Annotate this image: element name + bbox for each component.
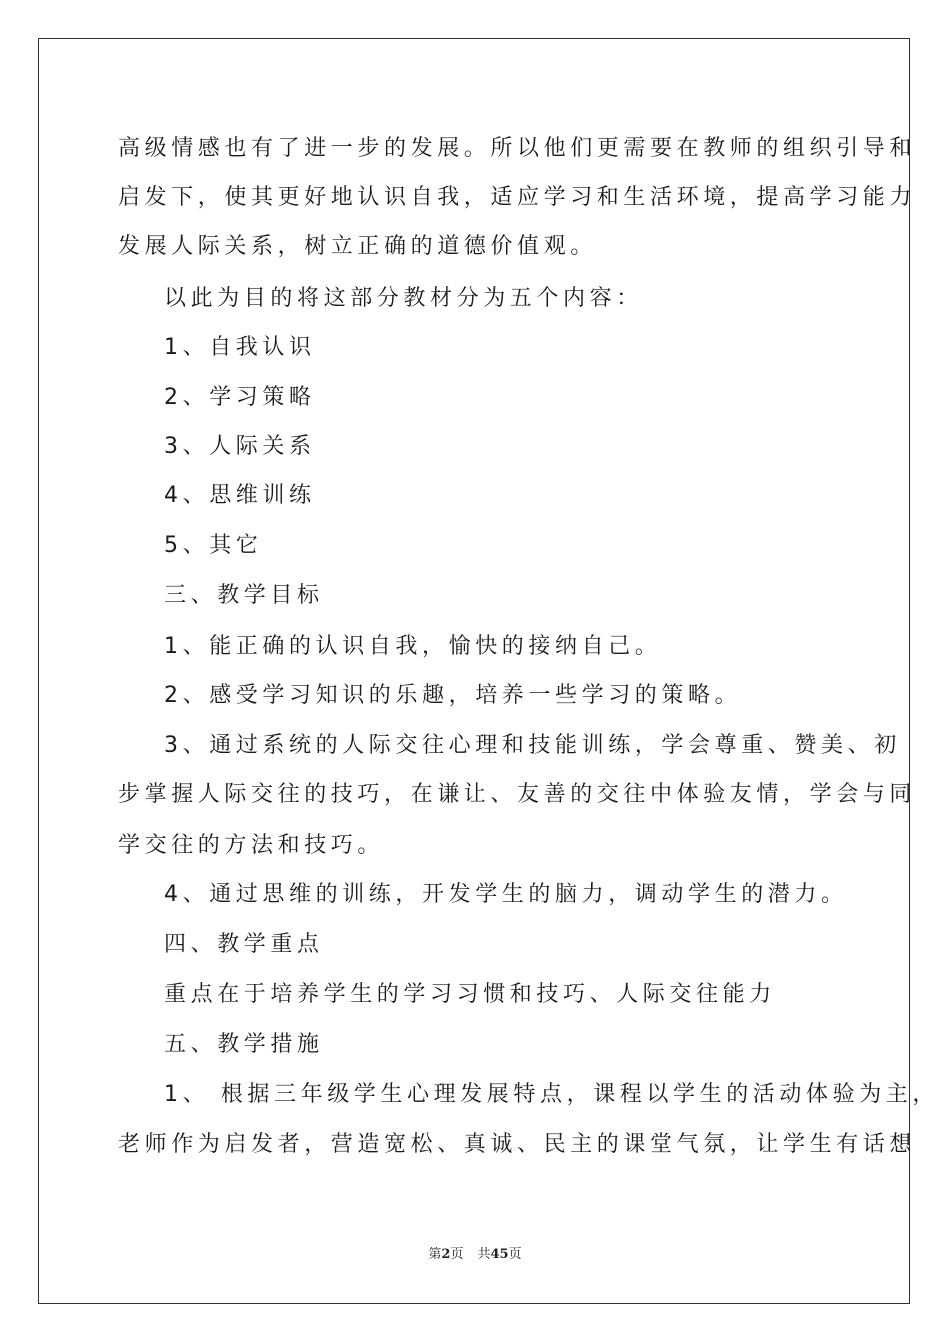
text-line: 发展人际关系，树立正确的道德价值观。 [118, 234, 597, 259]
text-line: 高级情感也有了进一步的发展。所以他们更需要在教师的组织引导和 [118, 136, 917, 161]
page-footer [0, 1246, 950, 1264]
text-line: 重点在于培养学生的学习习惯和技巧、人际交往能力 [164, 982, 776, 1007]
list-item: 3、人际关系 [164, 434, 316, 459]
total-prefix: 共 [477, 1247, 491, 1262]
page-suffix: 页 [450, 1247, 464, 1262]
total-pages: 45 [490, 1247, 509, 1262]
section-heading: 四、教学重点 [164, 932, 324, 957]
list-item: 4、通过思维的训练，开发学生的脑力，调动学生的潜力。 [164, 882, 848, 907]
section-heading: 三、教学目标 [164, 583, 324, 608]
page-prefix: 第 [428, 1247, 442, 1262]
list-item: 5、其它 [164, 533, 263, 558]
text-line: 以此为目的将这部分教材分为五个内容： [164, 286, 643, 311]
list-item: 3、通过系统的人际交往心理和技能训练，学会尊重、赞美、初 [164, 733, 901, 758]
page-number: 2 [441, 1247, 451, 1262]
text-line: 学交往的方法和技巧。 [118, 833, 385, 858]
text-line: 启发下，使其更好地认识自我，适应学习和生活环境，提高学习能力 [118, 185, 917, 210]
total-suffix: 页 [508, 1247, 522, 1262]
list-item: 4、思维训练 [164, 483, 316, 508]
text-line: 老师作为启发者，营造宽松、真诚、民主的课堂气氛，让学生有话想 [118, 1132, 917, 1157]
section-heading: 五、教学措施 [164, 1032, 324, 1057]
text-line: 步掌握人际交往的技巧，在谦让、友善的交往中体验友情，学会与同 [118, 782, 917, 807]
list-item: 2、学习策略 [164, 385, 316, 410]
list-item: 1、 根据三年级学生心理发展特点，课程以学生的活动体验为主， [164, 1082, 939, 1107]
list-item: 1、能正确的认识自我，愉快的接纳自己。 [164, 634, 662, 659]
page-border [38, 38, 939, 1304]
list-item: 1、自我认识 [164, 335, 316, 360]
list-item: 2、感受学习知识的乐趣，培养一些学习的策略。 [164, 683, 742, 708]
